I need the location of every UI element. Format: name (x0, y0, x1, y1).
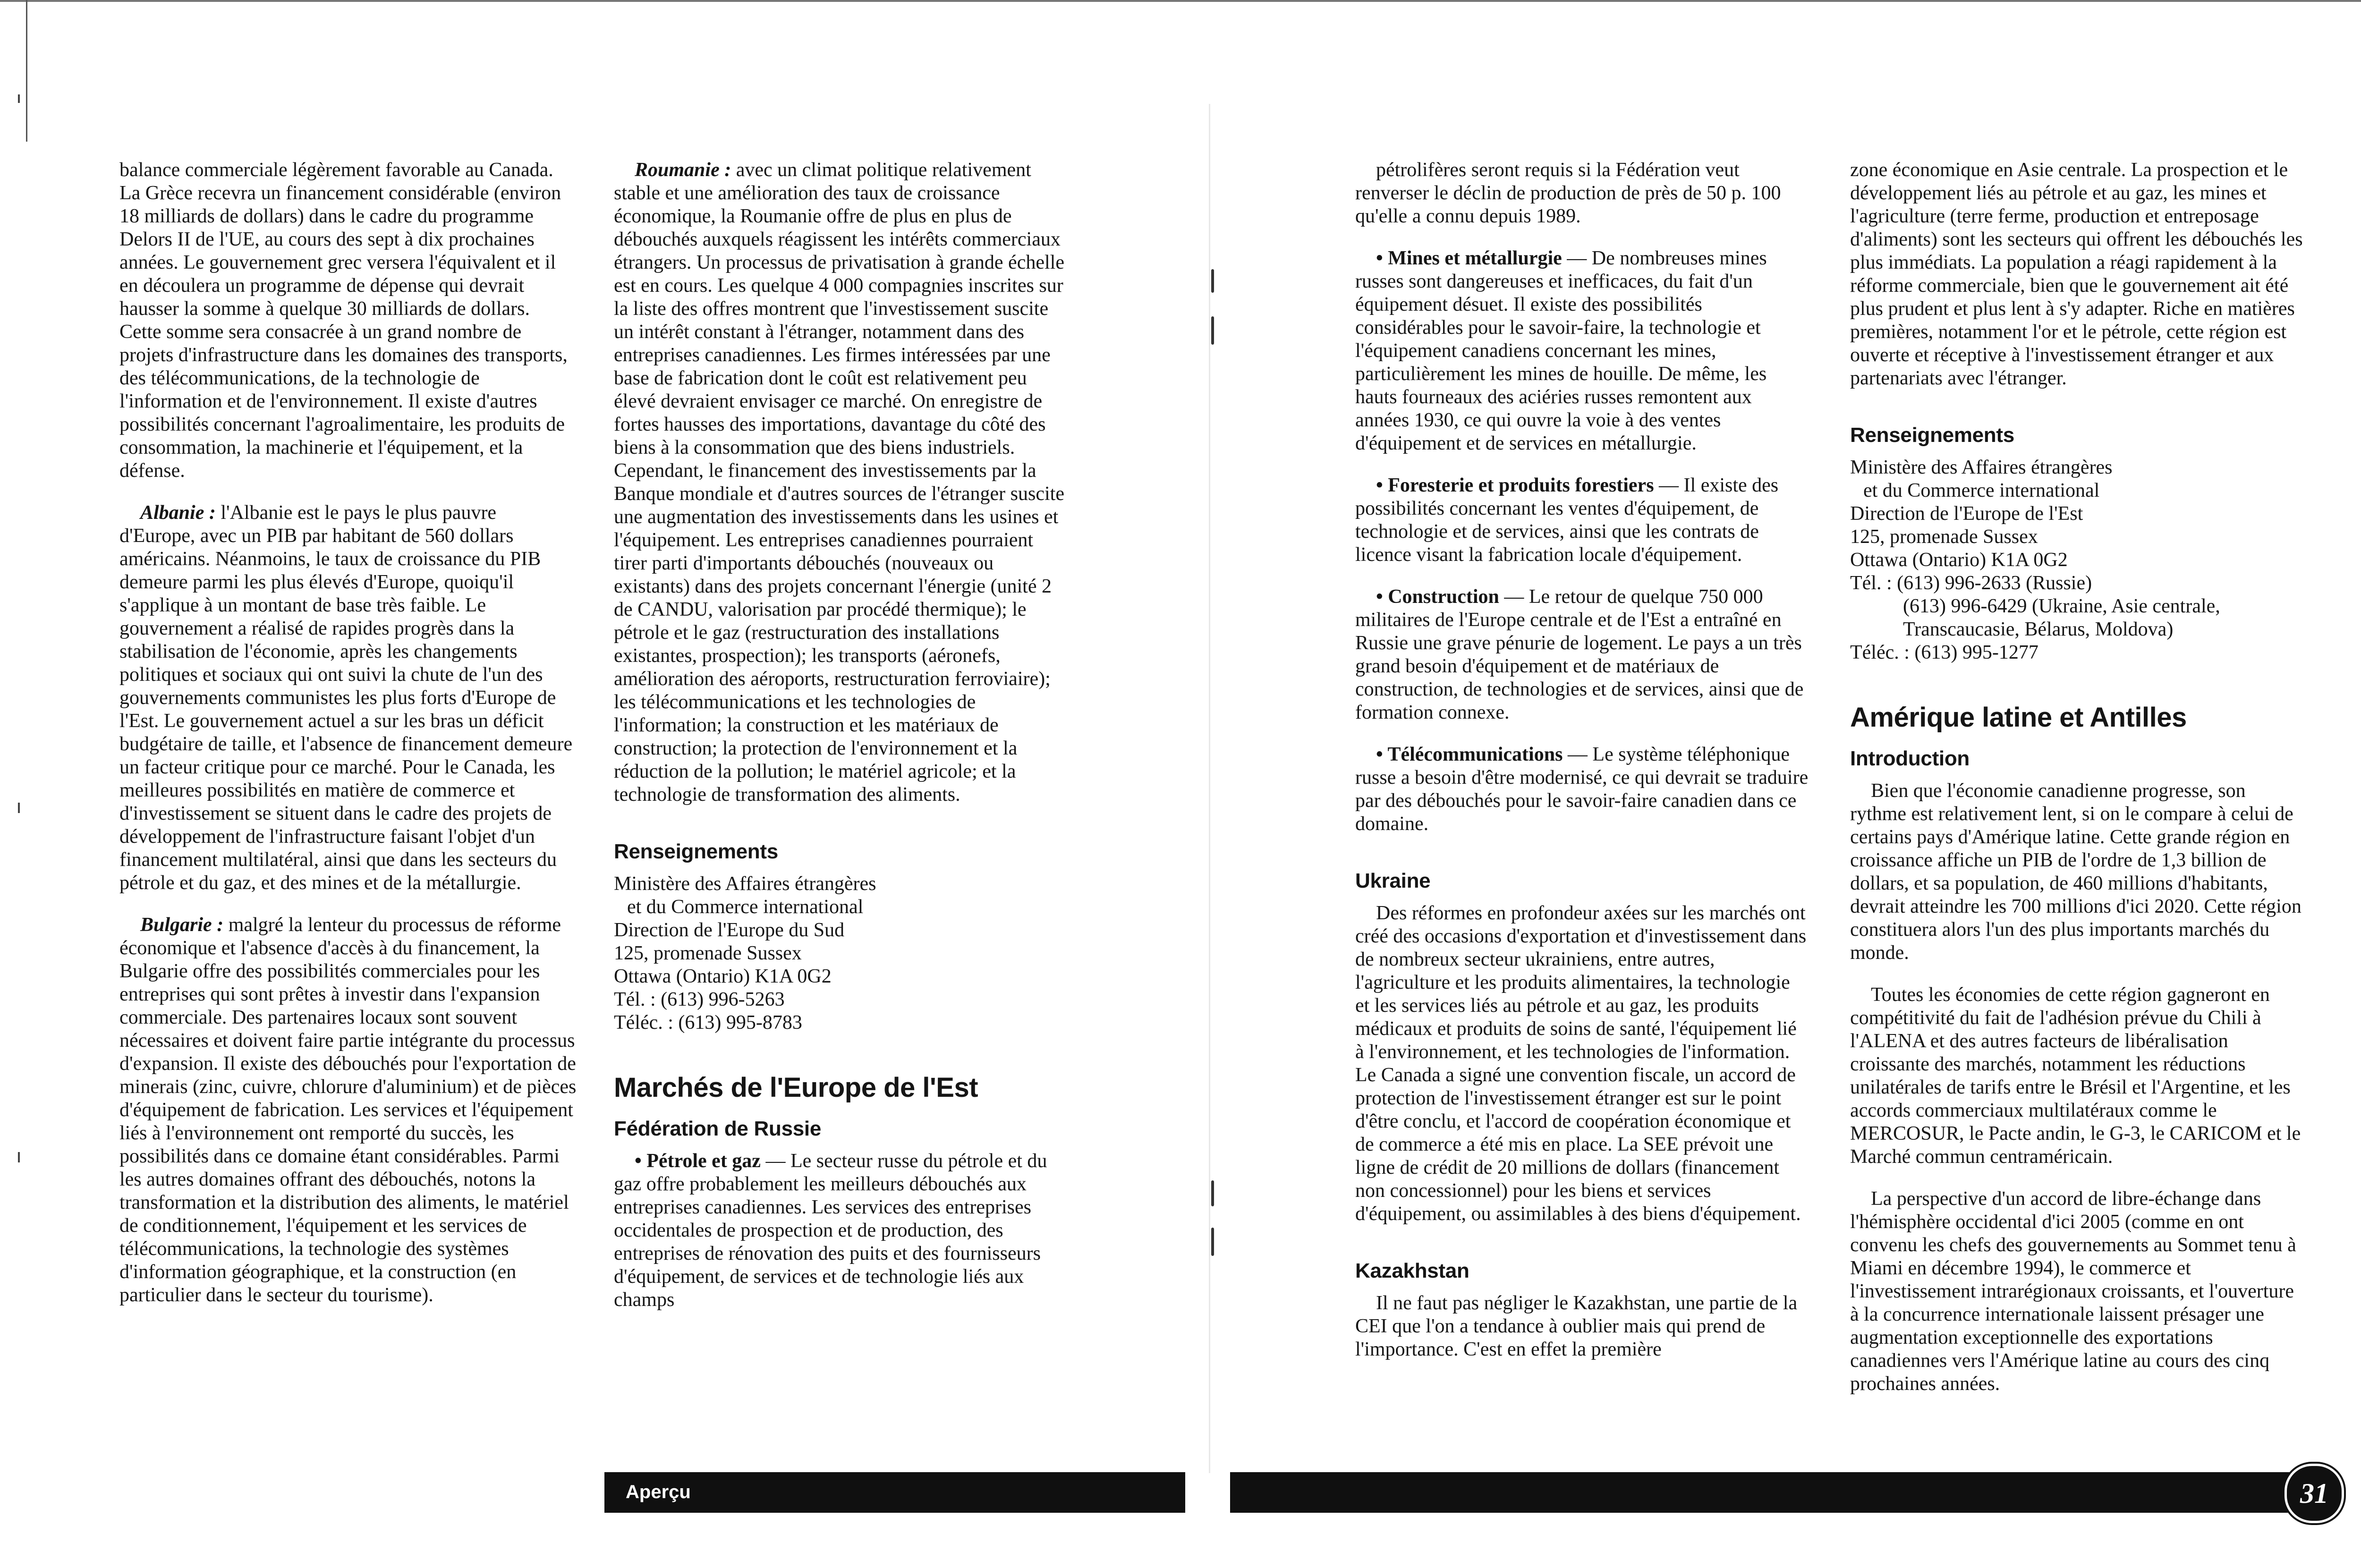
crop-mark (18, 94, 20, 103)
column-2 (614, 159, 1065, 1312)
page-left-edge (26, 0, 27, 142)
paragraph-intro-2: Toutes les économies de cette région gagneront en compétitivité du fait de l'adhésion prévue du Chili à l'ALENA et des autres facteurs de libéralisation croissante des marchés, notamment les réductions unilatérales de tarifs entre le Brésil et l'Argentine, et les accords commerciaux multilatéraux comme le MERCOSUR, le Pacte andin, le G-3, le CARICOM et le Marché commun centraméricain. (1850, 984, 2301, 1168)
address-line: Direction de l'Europe du Sud (614, 919, 845, 941)
phone-line: Tél. : (613) 996-2633 (Russie) (1850, 572, 2092, 594)
paragraph-roumanie (614, 159, 1065, 806)
phone-line: Tél. : (613) 996-5263 (614, 989, 785, 1010)
bullet-text-construction: — Le retour de quelque 750 000 militaires de l'Europe centrale et de l'Est a entraîné en Russie une grave pénurie de logement. Le pays a un très grand besoin d'équipement et de matériaux de construction, de technologies et de services, ainsi que de formation connexe. (1355, 586, 1804, 723)
page-number: 31 (2285, 1464, 2344, 1523)
heading-federation-russie: Fédération de Russie (614, 1117, 822, 1140)
lead-albanie: Albanie : (140, 502, 216, 524)
heading-amerique-latine: Amérique latine et Antilles (1850, 702, 2187, 733)
heading-renseignements: Renseignements (1850, 424, 2014, 447)
paragraph-albanie (119, 501, 577, 895)
heading-renseignements: Renseignements (614, 840, 778, 863)
address-line: et du Commerce international (1863, 480, 2100, 501)
lead-roumanie: Roumanie : (635, 159, 731, 181)
footer-bar-left (604, 1472, 1185, 1513)
crop-mark (18, 803, 20, 813)
bullet-mines (1355, 247, 1809, 455)
spread-gutter (1209, 104, 1210, 1473)
address-line: Direction de l'Europe de l'Est (1850, 503, 2083, 525)
paragraph-asie-centrale: zone économique en Asie centrale. La prospection et le développement liés au pétrole et au gaz, les mines et l'agriculture (terre ferme, production et entreposage d'aliments) sont les secteurs qui offrent les débouchés les plus immédiats. La population a réagi rapidement à la réforme commerciale, bien que le gouvernement ait été plus prudent et plus lent à s'y adapter. Riche en matières premières, notamment l'or et le pétrole, cette région est ouverte et réceptive à l'investissement étranger et aux partenariats avec l'étranger. (1850, 159, 2303, 389)
page-top-edge (0, 0, 2361, 2)
address-line: Ministère des Affaires étrangères (614, 873, 876, 895)
heading-ukraine: Ukraine (1355, 869, 1431, 892)
phone-line: (613) 996-6429 (Ukraine, Asie centrale, (1903, 595, 2220, 617)
bullet-text-telecom: — Le système téléphonique russe a besoin d'être modernisé, ce qui devrait se traduire par des débouchés pour le savoir-faire canadien dans ce domaine. (1355, 744, 1809, 835)
paragraph-ukraine: Des réformes en profondeur axées sur les marchés ont créé des occasions d'exportation et d'investissement dans de nombreux secteur ukrainiens, entre autres, l'agriculture et les produits alimentaires, la technologie et les services liés au pétrole et au gaz, les produits médicaux et produits de soins de santé, l'équipement lié à l'environnement, et les technologies de l'information. Le Canada a signé une convention fiscale, un accord de protection de l'investissement étranger est sur le point d'être conclu, et l'accord de coopération économique et de commerce a été mis en place. La SEE prévoit une ligne de crédit de 20 millions de dollars (financement non concessionnel) pour les biens et services d'équipement, ou assimilables à des biens d'équipement. (1355, 902, 1807, 1225)
bullet-text-petrole: — Le secteur russe du pétrole et du gaz offre probablement les meilleurs débouchés aux entreprises canadiennes. Les services des entreprises occidentales de prospection et de production, des entreprises de rénovation des puits et des fournisseurs d'équipement, de services et de technologie liés aux champs (614, 1150, 1047, 1311)
paragraph-petroliferes: pétrolifères seront requis si la Fédération veut renverser le déclin de production de près de 50 p. 100 qu'elle a connu depuis 1989. (1355, 159, 1781, 227)
bullet-head-telecom: • Télécommunications (1376, 744, 1563, 765)
bullet-head-construction: • Construction (1376, 586, 1499, 608)
text-bulgarie: malgré la lenteur du processus de réforme économique et l'absence d'accès à du financement, la Bulgarie offre des possibilités commerciales pour les entreprises qui sont prêtes à investir dans l'expansion commerciale. Des partenaires locaux sont souvent nécessaires et doivent faire partie intégrante du processus d'expansion. Il existe des débouchés pour l'exportation de minerais (zinc, cuivre, chlorure d'aluminium) et de pièces d'équipement de fabrication. Les services et l'équipement liés à l'environnement ont remporté du succès, les possibilités dans ce domaine étant considérables. Parmi les autres domaines offrant des débouchés, notons la transformation et la distribution des aliments, le matériel de conditionnement, l'équipement et les services de télécommunications, la technologie des systèmes d'information géographique, et la construction (en particulier dans le secteur du tourisme). (119, 914, 577, 1306)
address-block-europe-est (1850, 456, 2303, 664)
paragraph-intro-3: La perspective d'un accord de libre-échange dans l'hémisphère occidental d'ici 2005 (comme en ont convenu les chefs des gouvernements au Sommet tenu à Miami en décembre 1994), le commerce et l'investissement intrarégionaux croissants, et l'ouverture à la concurrence internationale laissent présager une augmentation exceptionnelle des exportations canadiennes vers l'Amérique latine au cours des cinq prochaines années. (1850, 1188, 2296, 1395)
address-line: Ottawa (Ontario) K1A 0G2 (1850, 549, 2068, 571)
paragraph-intro-1: Bien que l'économie canadienne progresse, son rythme est relativement lent, si on le compare à celui de certains pays d'Amérique latine. Cette grande région en croissance affiche un PIB de l'ordre de 1,3 billion de dollars, et sa population, de 460 millions d'habitants, devrait atteindre les 700 millions d'ici 2020. Cette région constituera alors l'un des plus importants marchés du monde. (1850, 780, 2302, 964)
binding-mark (1211, 1228, 1214, 1256)
binding-mark (1211, 1180, 1214, 1206)
text-roumanie: avec un climat politique relativement stable et une amélioration des taux de croissance économique, la Roumanie offre de plus en plus de débouchés auxquels réagissent les intérêts commerciaux étrangers. Un processus de privatisation à grande échelle est en cours. Les quelque 4 000 compagnies inscrites sur la liste des offres montrent que l'investissement suscite un intérêt constant à l'étranger, notamment dans des entreprises canadiennes. Les firmes intéressées par une base de fabrication dont le coût est relativement peu élevé devraient envisager ce marché. On enregistre de fortes hausses des importations, davantage du côté des biens à la consommation que des biens industriels. Cependant, le financement des investissements par la Banque mondiale et d'autres sources de l'étranger suscite une augmentation des investissements dans les usines et l'équipement. Les entreprises canadiennes pourraient tirer parti d'importants débouchés (nouveaux ou existants) dans des projets concernant l'énergie (unité 2 de CANDU, valorisation par procédé thermique); le pétrole et le gaz (restructuration des installations existantes, prospection); les transports (aéronefs, amélioration des aéroports, restructuration ferroviaire); les télécommunications et les technologies de l'information; la construction et les matériaux de construction; la protection de l'environnement et la réduction de la pollution; le matériel agricole; et la technologie de transformation des aliments. (614, 159, 1064, 805)
column-4 (1850, 159, 2303, 1396)
address-line: Ottawa (Ontario) K1A 0G2 (614, 966, 832, 987)
crop-mark (18, 1152, 20, 1162)
footer-section-label: Aperçu (626, 1482, 691, 1502)
bullet-head-mines: • Mines et métallurgie (1376, 247, 1562, 269)
bullet-construction (1355, 585, 1809, 724)
bullet-foresterie (1355, 474, 1809, 567)
bullet-text-mines: — De nombreuses mines russes sont dangereuses et inefficaces, du fait d'un équipement désuet. Il existe des possibilités considérables pour le savoir-faire, la technologie et l'équipement canadiens concernant les mines, particulièrement les mines de houille. De même, les hauts fourneaux des aciéries russes remontent aux années 1930, ce qui ouvre la voie à des ventes d'équipement et de services en métallurgie. (1355, 247, 1767, 454)
lead-bulgarie: Bulgarie : (140, 914, 224, 936)
fax-line: Téléc. : (613) 995-1277 (1850, 642, 2038, 663)
fax-line: Téléc. : (613) 995-8783 (614, 1012, 802, 1034)
address-line: Ministère des Affaires étrangères (1850, 457, 2113, 478)
binding-mark (1211, 316, 1214, 345)
paragraph-grece: balance commerciale légèrement favorable au Canada. La Grèce recevra un financement considérable (environ 18 milliards de dollars) dans le cadre du programme Delors II de l'UE, au cours des sept à dix prochaines années. Le gouvernement grec versera l'équivalent et il en découlera un programme de dépense qui devrait hausser la somme à quelque 30 milliards de dollars. Cette somme sera consacrée à un grand nombre de projets d'infrastructure dans les domaines des transports, des télécommunications, de la technologie de l'information et de l'environnement. Il existe d'autres possibilités concernant l'agroalimentaire, les produits de consommation, la machinerie et l'équipement, et la défense. (119, 159, 568, 482)
heading-introduction: Introduction (1850, 747, 1970, 770)
bullet-text-foresterie: — Il existe des possibilités concernant les ventes d'équipement, de technologie et de services, ainsi que les contrats de licence visant la fabrication locale d'équipement. (1355, 475, 1779, 566)
text-albanie: l'Albanie est le pays le plus pauvre d'Europe, avec un PIB par habitant de 560 dollars américains. Néanmoins, le taux de croissance du PIB demeure parmi les plus élevés d'Europe, quoiqu'il s'applique à un montant de base très faible. Le gouvernement a réalisé de rapides progrès dans la stabilisation de l'économie, après les changements politiques et sociaux qui ont suivi la chute de l'un des gouvernements communistes les plus forts d'Europe de l'Est. Le gouvernement actuel a sur les bras un déficit budgétaire de taille, et l'absence de financement demeure un facteur critique pour ce marché. Pour le Canada, les meilleures possibilités en matière de commerce et d'investissement se situent dans le cadre des projets de développement de l'infrastructure faisant l'objet d'un financement multilatéral, ainsi que dans les secteurs du pétrole et du gaz, et des mines et de la métallurgie. (119, 502, 573, 894)
address-line: 125, promenade Sussex (1850, 526, 2038, 548)
address-line: 125, promenade Sussex (614, 942, 802, 964)
address-line: et du Commerce international (627, 896, 864, 918)
phone-line: Transcaucasie, Bélarus, Moldova) (1903, 619, 2174, 640)
heading-kazakhstan: Kazakhstan (1355, 1259, 1469, 1282)
heading-marches-europe-est: Marchés de l'Europe de l'Est (614, 1072, 978, 1103)
column-3 (1355, 159, 1809, 1361)
bullet-head-petrole: • Pétrole et gaz (635, 1150, 761, 1172)
footer-bar-right (1230, 1472, 2302, 1513)
paragraph-bulgarie (119, 914, 577, 1307)
column-1 (119, 159, 577, 1307)
bullet-petrole-gaz (614, 1150, 1065, 1312)
bullet-telecommunications (1355, 743, 1809, 836)
paragraph-kazakhstan: Il ne faut pas négliger le Kazakhstan, une partie de la CEI que l'on a tendance à oublier mais qui prend de l'importance. C'est en effet la première (1355, 1292, 1798, 1360)
bullet-head-foresterie: • Foresterie et produits forestiers (1376, 475, 1654, 496)
address-block-europe-sud (614, 873, 1065, 1034)
binding-mark (1211, 269, 1214, 293)
